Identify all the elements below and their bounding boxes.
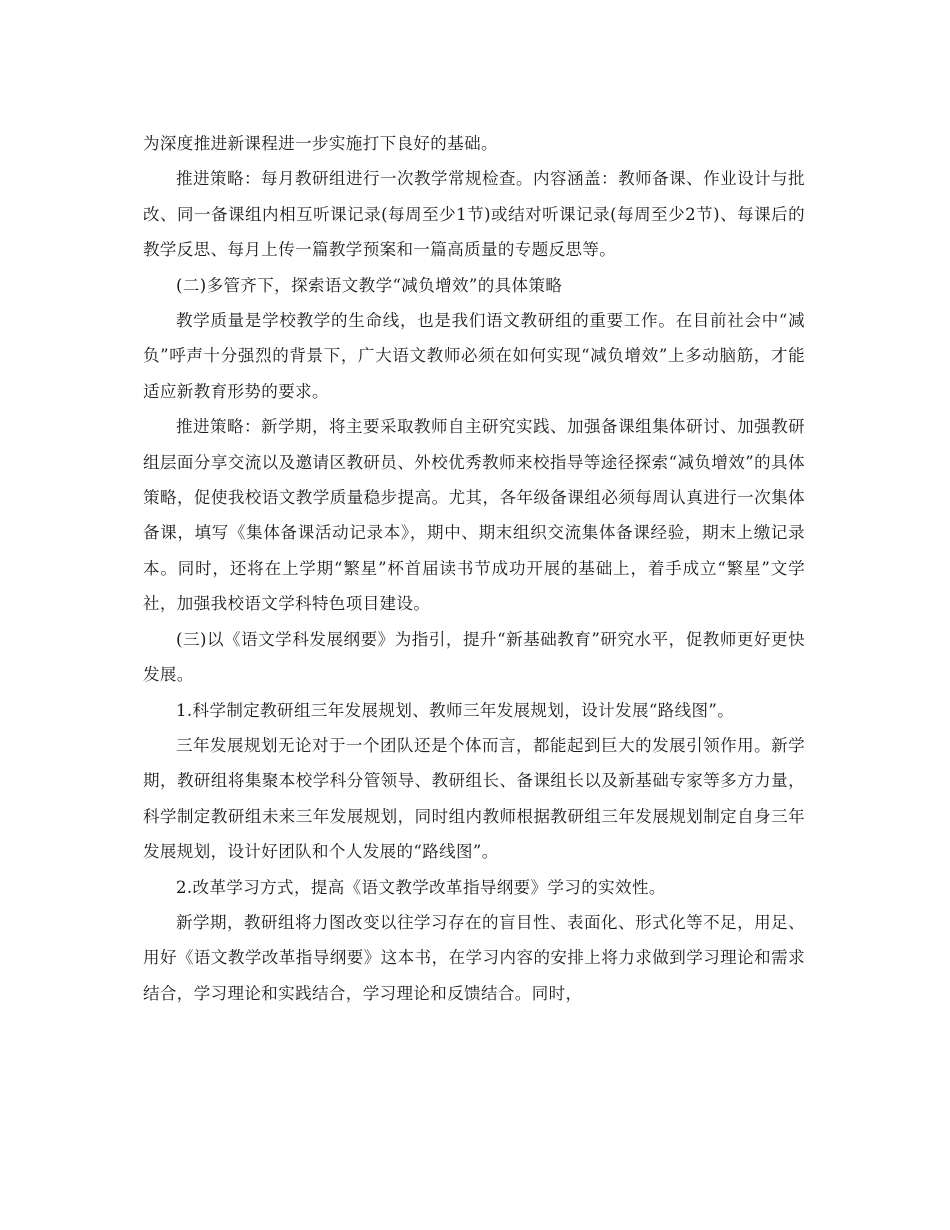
paragraph-5: 推进策略：新学期，将主要采取教师自主研究实践、加强备课组集体研讨、加强教研组层面分享交流以及邀请区教研员、外校优秀教师来校指导等途径探索“减负增效”的具体策略，促使我校语文教学质量稳步提高。尤其，各年级备课组必须每周认真进行一次集体备课，填写《集体备课活动记录本》，期中、期末组织交流集体备课经验，期末上缴记录本。同时，还将在上学期“繁星”杯首届读书节成功开展的基础上，着手成立“繁星”文学社，加强我校语文学科特色项目建设。 [143,417,805,614]
section-heading-2: (二)多管齐下，探索语文教学“减负增效”的具体策略 [176,275,563,295]
subheading-2: 2.改革学习方式，提高《语文教学改革指导纲要》学习的实效性。 [176,877,666,897]
section-heading-3: (三)以《语文学科发展纲要》为指引，提升“新基础教育”研究水平，促教师更好更快发展。 [143,629,805,685]
paragraph-8: 三年发展规划无论对于一个团队还是个体而言，都能起到巨大的发展引领作用。新学期，教研组将集聚本校学科分管领导、教研组长、备课组长以及新基础专家等多方力量，科学制定教研组未来三年发展规划，同时组内教师根据教研组三年发展规划制定自身三年发展规划，设计好团队和个人发展的“路线图”。 [143,735,805,862]
subheading-1: 1.科学制定教研组三年发展规划、教师三年发展规划，设计发展“路线图”。 [176,700,735,720]
paragraph-1: 为深度推进新课程进一步实施打下良好的基础。 [143,134,498,153]
document-body [143,126,805,1011]
paragraph-10: 新学期，教研组将力图改变以往学习存在的盲目性、表面化、形式化等不足，用足、用好《语文教学改革指导纲要》这本书，在学习内容的安排上将力求做到学习理论和需求结合，学习理论和实践结合，学习理论和反馈结合。同时， [143,912,805,1003]
paragraph-2: 推进策略：每月教研组进行一次教学常规检查。内容涵盖：教师备课、作业设计与批改、同一备课组内相互听课记录(每周至少1节)或结对听课记录(每周至少2节)、每课后的教学反思、每月上传一篇教学预案和一篇高质量的专题反思等。 [143,169,805,260]
paragraph-4: 教学质量是学校教学的生命线，也是我们语文教研组的重要工作。在目前社会中“减负”呼声十分强烈的背景下，广大语文教师必须在如何实现“减负增效”上多动脑筋，才能适应新教育形势的要求。 [143,311,805,401]
